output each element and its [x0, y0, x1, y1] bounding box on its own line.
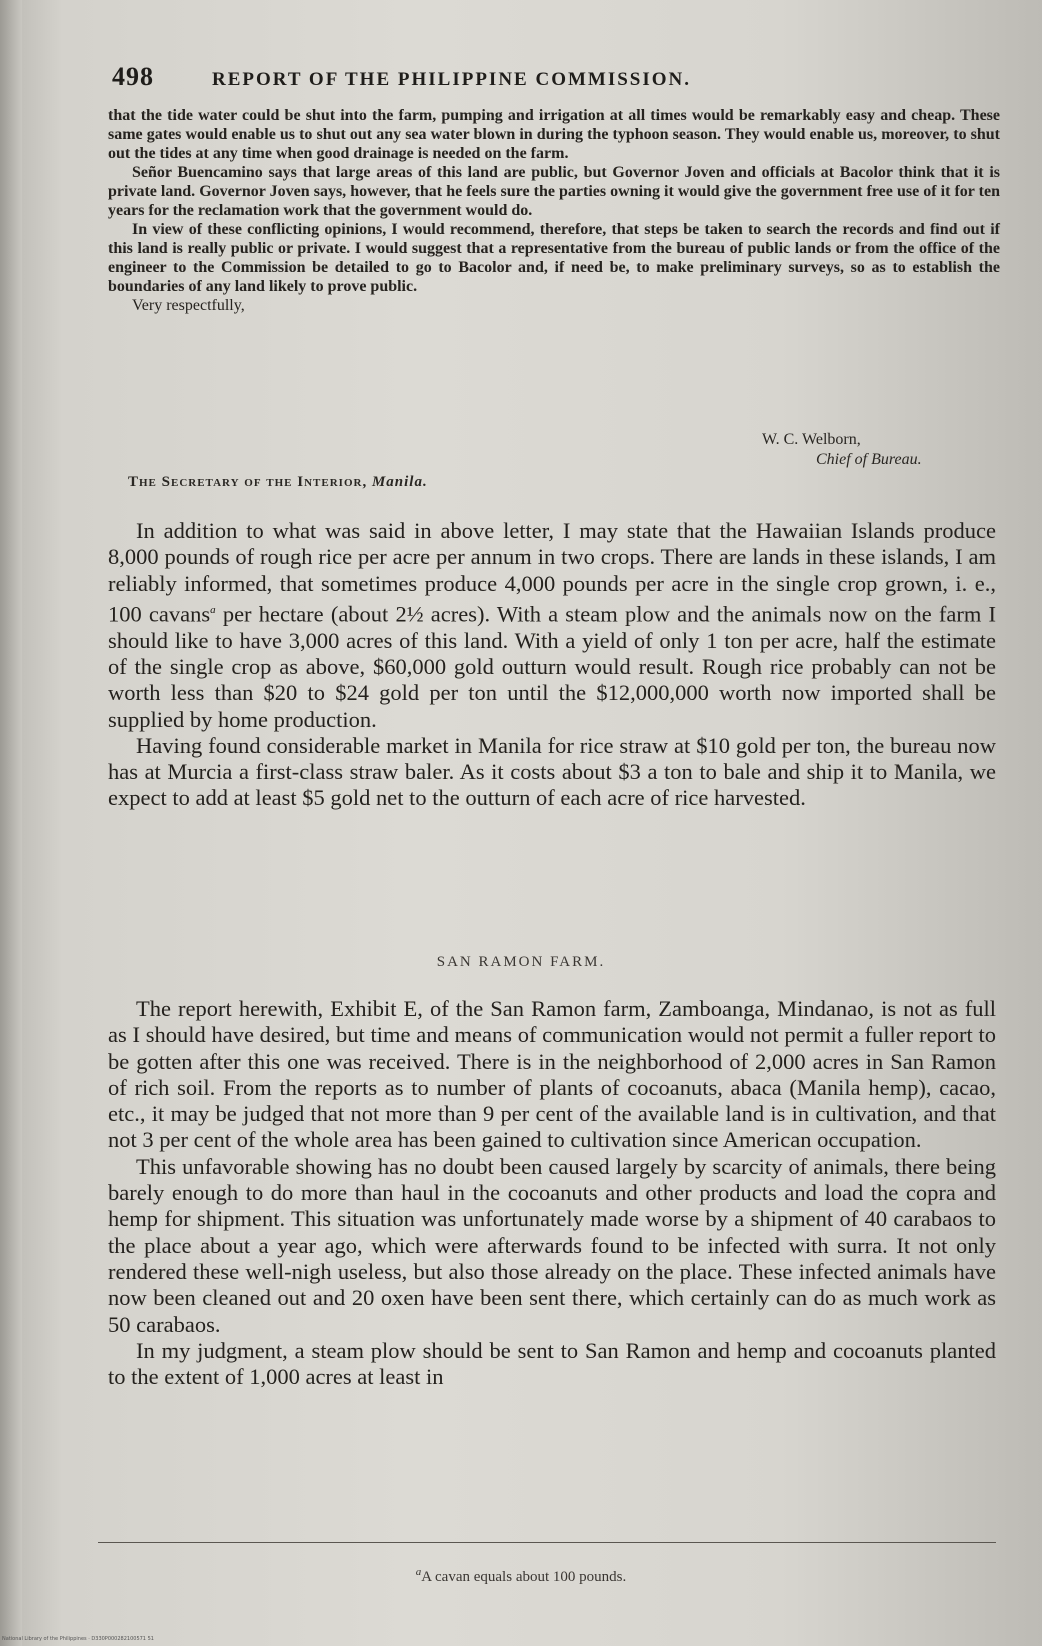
body-paragraph: The report herewith, Exhibit E, of the San Ramon farm, Zamboanga, Mindanao, is not as full as I should have desired, but time and means of communication would not permit a fuller report to be gotten after this one was received. There is in the neighborhood of 2,000 acres in San Ramon of rich soil. From the reports as to number of plants of cocoanuts, abaca (Manila hemp), cacao, etc., it may be judged that not more than 9 per cent of the available land is in cultivation, and that not 3 per cent of the whole area has been gained to cultivation since American occupation.: [108, 996, 996, 1153]
body-paragraph: [108, 518, 996, 733]
footnote-divider: [98, 1542, 996, 1543]
scan-edge-shadow: [0, 0, 22, 1646]
quoted-letter: [108, 106, 1000, 315]
running-title: REPORT OF THE PHILIPPINE COMMISSION.: [212, 69, 692, 90]
body-paragraph: This unfavorable showing has no doubt been caused largely by scarcity of animals, there being barely enough to do more than haul in the cocoanuts and other products and load the copra and hemp for shipment. This situation was unfortunately made worse by a shipment of 40 carabaos to the place about a year ago, which were afterwards found to be infected with surra. It not only rendered these well-nigh useless, but also those already on the place. These infected animals have now been cleaned out and 20 oxen have been sent there, which certainly can do as much work as 50 carabaos.: [108, 1153, 996, 1337]
body-paragraph: In my judgment, a steam plow should be sent to San Ramon and hemp and cocoanuts planted to the extent of 1,000 acres at least in: [108, 1337, 996, 1390]
signature-title: Chief of Bureau.: [816, 451, 922, 468]
letter-closing: Very respectfully,: [132, 297, 245, 314]
addressee-city: Manila.: [371, 474, 428, 490]
page-number: 498: [112, 62, 154, 91]
addressee-name: The Secretary of the Interior,: [128, 474, 368, 490]
body-text-run: per hectare (about 2½ acres). With a steam plow and the animals now on the farm I should like to have 3,000 acres of this land. With a yield of only 1 ton per acre, half the estimate of the single crop as above, $60,000 gold outturn would result. Rough rice probably can not be worth less than $20 to $24 gold per ton until the $12,000,000 worth now imported shall be supplied by home production.: [108, 601, 996, 732]
letter-signature: [762, 430, 922, 470]
page-header: [112, 62, 992, 98]
footnote-mark: a: [415, 1566, 422, 1578]
body-paragraph: Having found considerable market in Manila for rice straw at $10 gold per ton, the bureau now has at Murcia a first-class straw baler. As it costs about $3 a ton to bale and ship it to Manila, we expect to add at least $5 gold net to the outturn of each acre of rice harvested.: [108, 732, 996, 811]
footnote: [0, 1566, 1042, 1586]
body-text-run: In addition to what was said in above letter, I may state that the Hawaiian Islands produce 8,000 pounds of rough rice per acre per annum in two crops. There are lands in these islands, I am reliably informed, that sometimes produce 4,000 pounds per acre in the single crop grown, i. e., 100 cavans: [108, 518, 996, 627]
report-body-rice: [108, 518, 996, 812]
letter-paragraph: In view of these conflicting opinions, I would recommend, therefore, that steps be taken to search the records and find out if this land is really public or private. I would suggest that a representative from the bureau of public lands or from the office of the engineer to the Commission be detailed to go to Bacolor and, if need be, to make preliminary surveys, so as to establish the boundaries of any land likely to prove public.: [108, 221, 1000, 295]
report-body-san-ramon: [108, 996, 996, 1390]
scan-credit: National Library of the Philippines · D330P000282100571 51: [2, 1636, 154, 1642]
footnote-text: A cavan equals about 100 pounds.: [421, 1569, 627, 1585]
footnote-reference: a: [210, 603, 216, 616]
signature-name: W. C. Welborn,: [762, 431, 861, 448]
section-heading: SAN RAMON FARM.: [436, 954, 606, 970]
letter-paragraph: that the tide water could be shut into the farm, pumping and irrigation at all times would be remarkably easy and cheap. These same gates would enable us to shut out any sea water blown in during the typhoon season. They would enable us, moreover, to shut out the tides at any time when good drainage is needed on the farm.: [108, 107, 1000, 162]
letter-addressee: [128, 474, 428, 491]
letter-paragraph: Señor Buencamino says that large areas of this land are public, but Governor Joven and officials at Bacolor think that it is private land. Governor Joven says, however, that he feels sure the parties owning it would give the government free use of it for ten years for the reclamation work that the government would do.: [108, 164, 1000, 219]
